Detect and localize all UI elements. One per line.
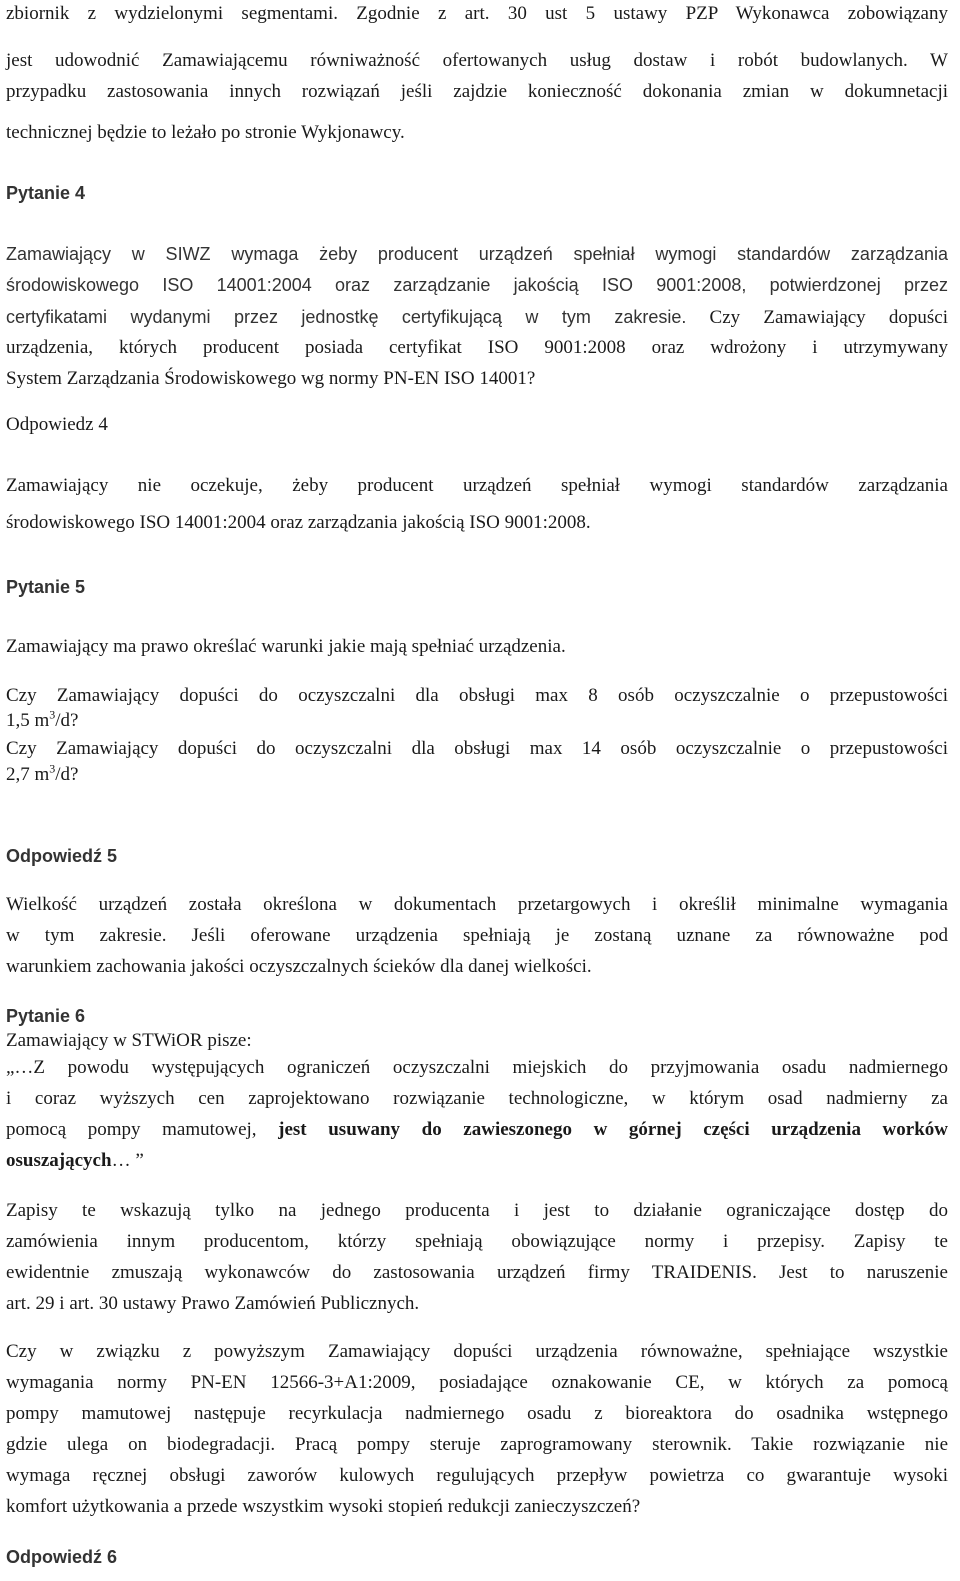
question-6-para-3-line-3: pompy mamutowej następuje recyrkulacja nadmiernego osadu z bioreaktora do osadnika wstępnego [6,1403,948,1424]
intro-line-4: technicznej będzie to leżało po stronie Wykjonawcy. [6,122,405,143]
question-6-quote-line-2: i coraz wyższych cen zaprojektowano rozwiązanie technologiczne, w którym osad nadmierny za [6,1088,948,1109]
question-6-para-2-line-3: ewidentnie zmuszają wykonawców do zastosowania urządzeń firmy TRAIDENIS. Jest to naruszenie [6,1262,948,1283]
answer-5-line-2: w tym zakresie. Jeśli oferowane urządzenia spełniają je zostaną uznane za równoważne pod [6,925,948,946]
answer-4-heading: Odpowiedz 4 [6,414,108,435]
question-6-quote-line-1: „…Z powodu występujących ograniczeń oczyszczalni miejskich do przyjmowania osadu nadmiernego [6,1057,948,1078]
question-4-line-5: System Zarządzania Środowiskowego wg normy PN-EN ISO 14001? [6,368,536,389]
question-6-quote-line-3 [6,1119,948,1141]
question-4-line-3-part-1: certyfikatami wydanymi przez jednostkę certyfikującą w tym zakresie. [6,307,687,327]
question-5-line-5 [6,761,79,786]
question-6-para-3-line-6: komfort użytkowania a przede wszystkim wysoki stopień redukcji zanieczyszczeń? [6,1496,641,1517]
question-6-para-3-line-5: wymaga ręcznej obsługi zaworów kulowych regulujących przepływ powietrza co gwarantuje wysoki [6,1465,948,1486]
question-6-para-3-line-4: gdzie ulega on biodegradacji. Pracą pompy steruje zaprogramowany sterownik. Takie rozwiązanie nie [6,1434,948,1455]
quote-line-3-part-1: pomocą pompy mamutowej, [6,1119,279,1140]
capacity-exponent-1: 3 [49,707,56,722]
question-6-para-3-line-2: wymagania normy PN-EN 12566-3+A1:2009, posiadające oznakowanie CE, w których za pomocą [6,1372,948,1393]
intro-line-1: zbiornik z wydzielonymi segmentami. Zgodnie z art. 30 ust 5 ustawy PZP Wykonawca zobowiązany [6,3,948,24]
question-6-heading: Pytanie 6 [6,1006,86,1026]
question-6-quote-line-4 [6,1150,144,1172]
answer-5-line-3: warunkiem zachowania jakości oczyszczalnych ścieków dla danej wielkości. [6,956,592,977]
capacity-unit-1: /d? [55,710,79,731]
answer-4-line-1: Zamawiający nie oczekuje, żeby producent urządzeń spełniał wymogi standardów zarządzania [6,475,948,496]
capacity-value-1: 1,5 m [6,710,50,731]
question-4-line-3 [6,306,948,329]
question-4-line-3-part-2: Czy Zamawiający dopuści [709,307,948,328]
answer-6-heading: Odpowiedź 6 [6,1547,118,1567]
question-6-para-2-line-4: art. 29 i art. 30 ustawy Prawo Zamówień Publicznych. [6,1293,420,1314]
quote-line-4-end: … ” [111,1150,144,1171]
answer-5-line-1: Wielkość urządzeń została określona w dokumentach przetargowych i określił minimalne wymagania [6,894,948,915]
question-5-heading: Pytanie 5 [6,577,86,597]
intro-line-3: przypadku zastosowania innych rozwiązań jeśli zajdzie konieczność dokonania zmian w dokumnetacji [6,81,948,102]
quote-line-3-bold: jest usuwany do zawieszonego w górnej części urządzenia worków [278,1119,948,1140]
answer-5-heading: Odpowiedź 5 [6,846,118,866]
question-6-para-3-line-1: Czy w związku z powyższym Zamawiający dopuści urządzenia równoważne, spełniające wszystkie [6,1341,948,1362]
question-4-heading: Pytanie 4 [6,183,86,203]
question-5-line-1: Zamawiający ma prawo określać warunki jakie mają spełniać urządzenia. [6,636,566,657]
question-5-line-4: Czy Zamawiający dopuści do oczyszczalni dla obsługi max 14 osób oczyszczalnie o przepustowości [6,738,948,759]
question-5-line-2: Czy Zamawiający dopuści do oczyszczalni dla obsługi max 8 osób oczyszczalnie o przepustowości [6,685,948,706]
quote-line-4-bold: osuszających [6,1150,112,1171]
question-6-para-2-line-2: zamówienia innym producentom, którzy spełniają obowiązujące normy i przepisy. Zapisy te [6,1231,948,1252]
capacity-value-2: 2,7 m [6,764,50,785]
answer-4-line-2: środowiskowego ISO 14001:2004 oraz zarządzania jakością ISO 9001:2008. [6,512,591,533]
question-4-line-2: środowiskowego ISO 14001:2004 oraz zarządzanie jakością ISO 9001:2008, potwierdzonej przez [6,275,948,295]
question-4-line-4: urządzenia, których producent posiada certyfikat ISO 9001:2008 oraz wdrożony i utrzymywany [6,337,948,358]
question-6-line-1: Zamawiający w STWiOR pisze: [6,1030,252,1051]
capacity-unit-2: /d? [55,764,79,785]
question-6-para-2-line-1: Zapisy te wskazują tylko na jednego producenta i jest to działanie ograniczające dostęp do [6,1200,948,1221]
question-4-line-1: Zamawiający w SIWZ wymaga żeby producent urządzeń spełniał wymogi standardów zarządzania [6,244,948,264]
capacity-exponent-2: 3 [49,761,56,776]
question-5-line-3 [6,707,79,732]
intro-line-2: jest udowodnić Zamawiającemu równiważność ofertowanych usług dostaw i robót budowlanych. W [6,50,948,71]
